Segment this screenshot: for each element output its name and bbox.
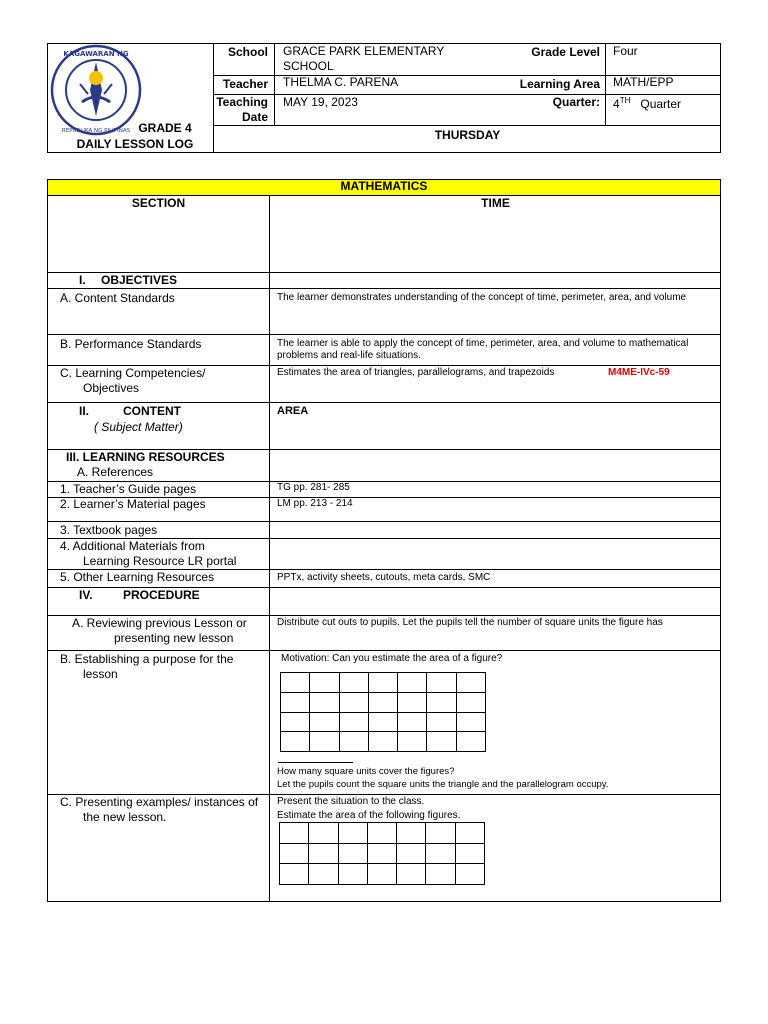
other-value: PPTx, activity sheets, cutouts, meta cards, SMC [277,572,491,583]
blank-line [278,762,353,763]
resources-title: III. LEARNING RESOURCES [66,450,225,464]
question-2: Let the pupils count the square units the triangle and the parallelogram occupy. [277,779,609,790]
content-standards-label: A. Content Standards [60,291,175,305]
tg-label: 1. Teacher’s Guide pages [60,482,197,496]
day-label: THURSDAY [434,128,501,142]
procedure-a-label-1: A. Reviewing previous Lesson or [72,616,247,630]
procedure-c-label-2: the new lesson. [83,810,167,824]
lm-label: 2. Learner’s Material pages [60,497,206,511]
time-header: TIME [481,196,510,210]
question-1: How many square units cover the figures? [277,766,455,777]
grade-level-value: Four [613,44,638,58]
performance-standards-label: B. Performance Standards [60,337,202,351]
content-standards-value: The learner demonstrates understanding of the concept of time, perimeter, area, and volume [277,292,687,303]
content-subtitle: ( Subject Matter) [94,420,183,434]
procedure-a-label-2: presenting new lesson [114,631,234,645]
svg-text:KAGAWARAN NG: KAGAWARAN NG [63,50,129,58]
date-label-2: Date [241,110,268,124]
log-title: DAILY LESSON LOG [76,137,194,151]
quarter-label: Quarter: [552,95,600,109]
objectives-title: OBJECTIVES [101,273,178,287]
procedure-b-label-2: lesson [83,667,118,681]
procedure-num: IV. [79,588,93,602]
date-label-1: Teaching [216,95,268,109]
content-value: AREA [277,405,309,417]
references-label: A. References [77,465,154,479]
section-header: SECTION [131,196,186,210]
procedure-b-label-1: B. Establishing a purpose for the [60,652,234,666]
content-title: CONTENT [123,404,181,418]
competencies-label-1: C. Learning Competencies/ [60,366,206,380]
learning-area-value: MATH/EPP [613,75,674,89]
school-value-1: GRACE PARK ELEMENTARY [283,44,445,58]
procedure-c-value-2: Estimate the area of the following figures. [277,810,461,821]
textbook-label: 3. Textbook pages [60,523,158,537]
lm-value: LM pp. 213 - 214 [277,498,353,509]
date-value: MAY 19, 2023 [283,95,358,109]
performance-standards-value-1: The learner is able to apply the concept of time, perimeter, area, and volume to mathematical [277,338,689,349]
teacher-label: Teacher [222,77,268,91]
objectives-num: I. [79,273,86,287]
procedure-c-value-1: Present the situation to the class. [277,796,425,807]
content-num: II. [79,404,90,418]
procedure-a-value: Distribute cut outs to pupils. Let the pupils tell the number of square units the figure has [277,617,663,628]
additional-label-1: 4. Additional Materials from [60,539,205,553]
school-value-2: SCHOOL [283,59,334,73]
teacher-value: THELMA C. PARENA [283,75,399,89]
svg-text:REPUBLIKA NG PILIPINAS: REPUBLIKA NG PILIPINAS [61,128,131,134]
motivation-text: Motivation: Can you estimate the area of a figure? [281,653,503,664]
procedure-c-label-1: C. Presenting examples/ instances of [60,795,259,809]
competencies-label-2: Objectives [83,381,140,395]
other-label: 5. Other Learning Resources [60,570,215,584]
quarter-value: 4TH Quarter [613,96,682,111]
subject-title: MATHEMATICS [340,179,428,193]
square-grid-1 [280,672,486,752]
performance-standards-value-2: problems and real-life situations. [277,350,421,361]
learning-area-label: Learning Area [519,77,600,91]
square-grid-2 [279,822,485,885]
tg-value: TG pp. 281- 285 [277,482,350,493]
school-label: School [227,45,268,59]
competency-code: M4ME-IVc-59 [608,367,670,378]
competencies-value: Estimates the area of triangles, parallelograms, and trapezoids [277,367,555,378]
additional-label-2: Learning Resource LR portal [83,554,237,568]
grade-title: GRADE 4 [138,121,192,135]
procedure-title: PROCEDURE [123,588,200,602]
grade-level-label: Grade Level [531,45,600,59]
